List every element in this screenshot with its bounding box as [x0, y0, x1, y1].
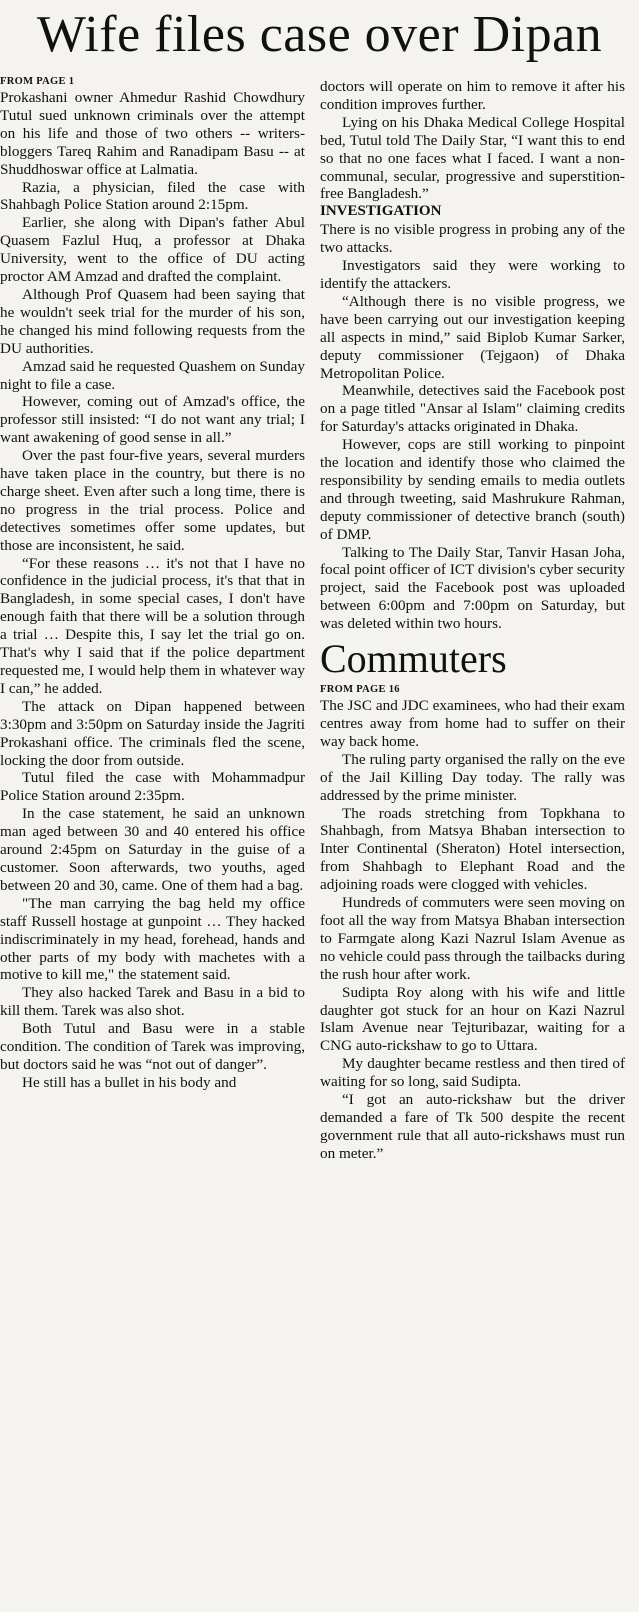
article-paragraph: Lying on his Dhaka Medical College Hospital bed, Tutul told The Daily Star, “I want this to end so that no one faces what I faced. I want a non-communal, secular, progressive and superstition-free Bangladesh.”	[320, 113, 625, 203]
article-paragraph: There is no visible progress in probing any of the two attacks.	[320, 221, 625, 257]
article-paragraph: The attack on Dipan happened between 3:30pm and 3:50pm on Saturday inside the Jagriti Prokashani office. The criminals fled the scene, locking the door from outside.	[0, 697, 305, 769]
article-paragraph: Talking to The Daily Star, Tanvir Hasan Joha, focal point officer of ICT division's cyber security project, said the Facebook post was uploaded between 6:00pm and 7:00pm on Saturday, but was deleted within two hours.	[320, 543, 625, 633]
article-paragraph: My daughter became restless and then tired of waiting for so long, said Sudipta.	[320, 1055, 625, 1091]
headline-wife-files-case: Wife files case over Dipan	[36, 6, 603, 63]
from-page-16-kicker: FROM PAGE 16	[320, 684, 400, 696]
left-column	[0, 75, 305, 1092]
article-paragraph: The JSC and JDC examinees, who had their exam centres away from home had to suffer on their way back home.	[320, 697, 625, 750]
article-paragraph: Razia, a physician, filed the case with Shahbagh Police Station around 2:15pm.	[0, 178, 305, 214]
article-paragraph: Earlier, she along with Dipan's father Abul Quasem Fazlul Huq, a professor at Dhaka University, went to the office of DU acting proctor AM Amzad and drafted the complaint.	[0, 214, 305, 286]
article-paragraph: Prokashani owner Ahmedur Rashid Chowdhury Tutul sued unknown criminals over the attempt on his life and those of two others -- writers-bloggers Tareq Rahim and Ranadipam Basu -- at Shuddhoswar office at Lalmatia.	[0, 89, 305, 178]
article-paragraph: In the case statement, he said an unknown man aged between 30 and 40 entered his office around 2:45pm on Saturday in the guise of a customer. Soon afterwards, two youths, aged between 20 and 30, came. One of them had a bag.	[0, 805, 305, 894]
article-paragraph: However, cops are still working to pinpoint the location and identify those who claimed the responsibility by sending emails to media outlets and through tweeting, said Mashrukure Rahman, deputy commissioner of detective branch (south) of DMP.	[320, 436, 625, 543]
article-paragraph: Both Tutul and Basu were in a stable condition. The condition of Tarek was improving, but doctors said he was “not out of danger”.	[0, 1020, 305, 1073]
article-paragraph: Over the past four-five years, several murders have taken place in the country, but there is no charge sheet. Even after such a long time, there is no progress in the trial process. Police and detectives sometimes offer some updates, but those are inconsistent, he said.	[0, 447, 305, 554]
article-paragraph: He still has a bullet in his body and	[22, 1073, 237, 1091]
headline-commuters: Commuters	[320, 636, 507, 682]
article-paragraph: The roads stretching from Topkhana to Shahbagh, from Matsya Bhaban intersection to Inter Continental (Sheraton) Hotel intersection, from Shahbagh to Elephant Road and the adjoining roads were clogged with vehicles.	[320, 804, 625, 894]
article-paragraph: “Although there is no visible progress, we have been carrying out our investigation keeping all aspects in mind,” said Biplob Kumar Sarker, deputy commissioner (Tejgaon) of Dhaka Metropolitan Police.	[320, 292, 625, 382]
article-paragraph: However, coming out of Amzad's office, the professor still insisted: “I do not want any trial; I want awakening of good sense in all.”	[0, 393, 305, 447]
from-page-1-kicker: FROM PAGE 1	[0, 76, 75, 87]
article-paragraph: They also hacked Tarek and Basu in a bid to kill them. Tarek was also shot.	[0, 984, 305, 1020]
article-paragraph: doctors will operate on him to remove it after his condition improves further.	[320, 78, 625, 113]
article-paragraph: Tutul filed the case with Mohammadpur Police Station around 2:35pm.	[0, 769, 305, 805]
article-paragraph: “For these reasons … it's not that I have no confidence in the judicial process, it's that that in Bangladesh, in some special cases, I don't have enough faith that there will be a solution through a trial … Despite this, I say let the trial go on. That's why I said that if the police department requested me, I would help them in whatever way I can,” he added.	[0, 554, 305, 697]
investigation-subheading: INVESTIGATION	[320, 203, 442, 220]
article-paragraph: "The man carrying the bag held my office staff Russell hostage at gunpoint … They hacked indiscriminately in my head, forehead, hands and other parts of my body with machetes with a motive to kill me," the statement said.	[0, 894, 305, 984]
article-paragraph: Hundreds of commuters were seen moving on foot all the way from Matsya Bhaban intersection to Farmgate along Kazi Nazrul Islam Avenue as no vehicle could pass through the tailbacks during the rush hour after work.	[320, 894, 625, 983]
article-paragraph: Investigators said they were working to identify the attackers.	[320, 257, 625, 292]
article-paragraph: Amzad said he requested Quashem on Sunday night to file a case.	[0, 357, 305, 393]
article-paragraph: The ruling party organised the rally on the eve of the Jail Killing Day today. The rally was addressed by the prime minister.	[320, 750, 625, 804]
right-column	[320, 78, 625, 1163]
article-paragraph: Sudipta Roy along with his wife and little daughter got stuck for an hour on Kazi Nazrul Islam Avenue near Tejturibazar, waiting for a CNG auto-rickshaw to go to Uttara.	[320, 983, 625, 1055]
article-paragraph: “I got an auto-rickshaw but the driver demanded a fare of Tk 500 despite the recent government rule that all auto-rickshaws must run on meter.”	[320, 1091, 625, 1162]
article-paragraph: Meanwhile, detectives said the Facebook post on a page titled "Ansar al Islam" claiming credits for Saturday's attacks originated in Dhaka.	[320, 382, 625, 436]
article-paragraph: Although Prof Quasem had been saying that he wouldn't seek trial for the murder of his son, he changed his mind following requests from the DU authorities.	[0, 285, 305, 357]
